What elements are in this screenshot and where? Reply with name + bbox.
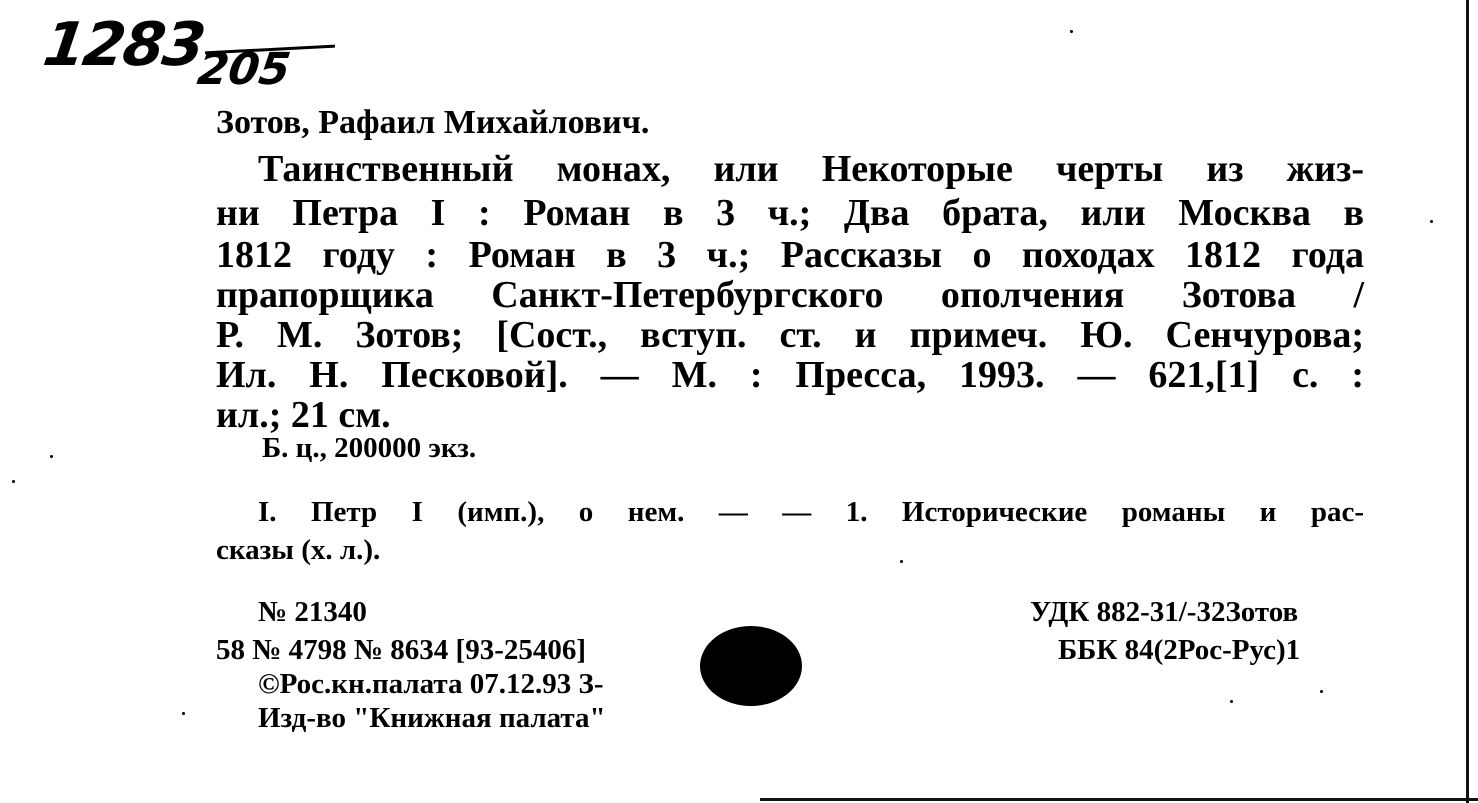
speck: [182, 712, 185, 715]
description-line: Ил. Н. Песковой]. — М. : Пресса, 1993. — 621,[1] с. :: [216, 354, 1364, 396]
speck: [50, 455, 53, 458]
registration-numbers: 58 № 4798 № 8634 [93-25406]: [216, 634, 587, 666]
card-edge-bottom: [760, 798, 1478, 801]
speck: [1070, 30, 1073, 33]
record-number: № 21340: [258, 596, 367, 628]
price-copies: Б. ц., 200000 экз.: [262, 432, 477, 464]
speck: [1430, 220, 1433, 223]
author-heading: Зотов, Рафаил Михайлович.: [216, 104, 650, 141]
speck: [12, 480, 15, 483]
handwritten-sub-number: 205: [194, 44, 294, 95]
description-line: ни Петра I : Роман в 3 ч.; Два брата, или Москва в: [216, 192, 1364, 234]
description-line: 1812 году : Роман в 3 ч.; Рассказы о походах 1812 года: [216, 234, 1364, 276]
subjects-line: сказы (х. л.).: [216, 534, 381, 566]
description-line: Р. М. Зотов; [Сост., вступ. ст. и примеч. Ю. Сенчурова;: [216, 314, 1364, 356]
subjects-line: I. Петр I (имп.), о нем. — — 1. Исторические романы и рас-: [258, 496, 1364, 528]
description-line: прапорщика Санкт-Петербургского ополчения Зотова /: [216, 274, 1364, 316]
speck: [1230, 700, 1233, 703]
description-line: ил.; 21 см.: [216, 394, 391, 436]
publisher: Изд-во "Книжная палата": [258, 702, 606, 734]
chamber-date: ©Рос.кн.палата 07.12.93 З-: [258, 668, 604, 700]
card-edge-right: [1466, 0, 1469, 803]
speck: [1320, 690, 1323, 693]
description-line: Таинственный монах, или Некоторые черты из жиз-: [258, 148, 1364, 190]
bbk-code: ББК 84(2Рос-Рус)1: [1058, 634, 1301, 666]
udk-code: УДК 882-31/-32Зотов: [1030, 596, 1299, 628]
handwritten-number: 1283: [39, 10, 208, 80]
speck: [900, 560, 903, 563]
ink-blot: [700, 626, 802, 706]
